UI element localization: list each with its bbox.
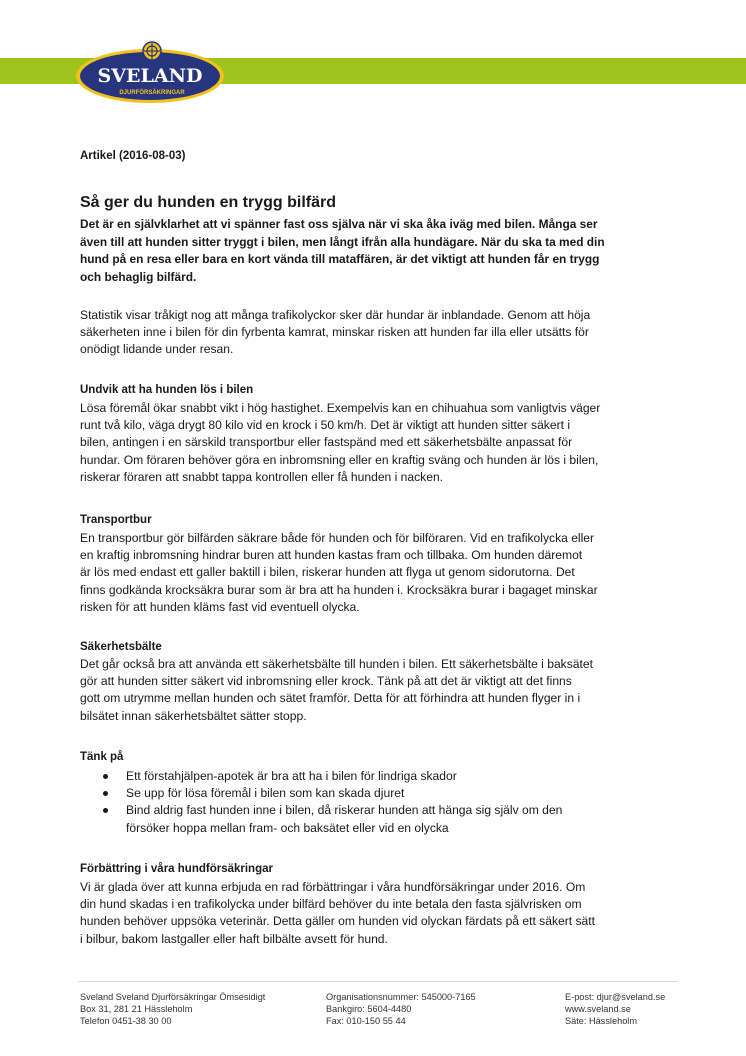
lead-line: Det är en självklarhet att vi spänner fast oss själva när vi ska åka iväg med bilen. Många ser xyxy=(80,217,598,231)
list-item: Ett förstahjälpen-apotek är bra att ha i bilen för lindriga skador xyxy=(96,768,656,785)
intro-paragraph: Statistik visar tråkigt nog att många trafikolyckor sker där hundar är inblandade. Genom att höja säkerheten inne i bilen för din fyrbenta kamrat, minskar risken att hunden far illa eller utsätts för onödigt lidande under resan. xyxy=(80,308,591,357)
article-lead xyxy=(80,216,670,286)
footer-website-link[interactable]: www.sveland.se xyxy=(565,1004,631,1014)
sveland-logo[interactable] xyxy=(74,36,226,104)
footer-company-info: Sveland Sveland Djurförsäkringar Ömsesidigt Box 31, 281 21 Hässleholm Telefon 0451-38 30 00 xyxy=(80,992,266,1026)
section-body-transport-cage: En transportbur gör bilfärden säkrare både för hunden och för bilföraren. Vid en trafikolycka eller en kraftig inbromsning hindrar buren att hunden kastas fram och tillbaka. Om hunden däremot är lös med endast ett galler baktill i bilen, riskerar hunden att flyga ut genom sidorutorna. Det finns godkända krocksäkra burar som är bra att ha hunden i. Krocksäkra burar i bagaget minskar risken för att hunden kläms fast vid eventuell olycka. xyxy=(80,531,598,614)
tips-list xyxy=(96,768,656,837)
list-item: Se upp för lösa föremål i bilen som kan skada djuret xyxy=(96,785,656,802)
section-body-loose-dog: Lösa föremål ökar snabbt vikt i hög hastighet. Exempelvis kan en chihuahua som vanligtvis väger runt två kilo, väga drygt 80 kilo vid en krock i 50 km/h. Det är viktigt att hunden sitter säkert i bilen, antingen i en särskild transportbur eller fastspänd med ett säkerhetsbälte anpassat för hundar. Om föraren behöver göra en inbromsning eller en kraftig sväng och hunden är lös i bilen, riskerar föraren att snabbt tappa kontrollen eller få hunden i nacken. xyxy=(80,401,601,484)
footer-divider xyxy=(78,981,678,982)
logo-tagline-text: DJURFÖRSÄKRINGAR xyxy=(119,90,185,96)
lead-line: och behaglig bilfärd. xyxy=(80,269,197,284)
footer-registration-info: Organisationsnummer: 545000-7165 Bankgiro: 5604-4480 Fax: 010-150 55 44 xyxy=(326,992,476,1026)
section-body-seat-belt: Det går också bra att använda ett säkerhetsbälte till hunden i bilen. Ett säkerhetsbälte i baksätet gör att hunden sitter säkert vid inbromsning eller krock. Tänk på att det är viktigt att det finns gott om utrymme mellan hunden och sätet framför. Detta för att förhindra att hunden flyger in i bilsätet innan säkerhetsbältet sätter stopp. xyxy=(80,657,593,723)
footer-email[interactable]: E-post: djur@sveland.se xyxy=(565,992,666,1002)
section-heading-transport-cage: Transportbur xyxy=(80,514,152,526)
section-heading-insurance-improvements: Förbättring i våra hundförsäkringar xyxy=(80,863,273,875)
section-heading-loose-dog: Undvik att ha hunden lös i bilen xyxy=(80,384,254,396)
lead-line: hund på en resa eller bara en kort vända till mataffären, är det viktigt att hunden får en trygg xyxy=(80,252,600,267)
logo-brand-text: SVELAND xyxy=(97,65,203,87)
bullet-icon xyxy=(103,774,108,779)
section-body-insurance-improvements: Vi är glada över att kunna erbjuda en rad förbättringar i våra hundförsäkringar under 2016. Om din hund skadas i en trafikolycka under bilfärd behöver du inte betala den fasta självrisken om hunden behöver uppsöka veterinär. Detta gäller om hunden vid olyckan färdats på ett säkert sätt i bilbur, bakom lastgaller eller haft bilbälte avsett för hund. xyxy=(80,880,595,946)
article-title: Så ger du hunden en trygg bilfärd xyxy=(80,194,337,211)
section-heading-think-about: Tänk på xyxy=(80,751,124,763)
lead-line: även till att hunden sitter tryggt i bilen, men långt ifrån alla hundägare. När du ska ta med din xyxy=(80,234,605,249)
bullet-icon xyxy=(103,791,108,796)
bullet-icon xyxy=(103,808,108,813)
section-heading-seat-belt: Säkerhetsbälte xyxy=(80,641,162,653)
list-item: Bind aldrig fast hunden inne i bilen, då riskerar hunden att hänga sig själv om den försöker hoppa mellan fram- och baksätet eller vid en olycka xyxy=(96,802,656,836)
article-meta: Artikel (2016-08-03) xyxy=(80,150,186,162)
footer-contact-info: E-post: djur@sveland.se www.sveland.se Säte: Hässleholm xyxy=(565,992,666,1026)
